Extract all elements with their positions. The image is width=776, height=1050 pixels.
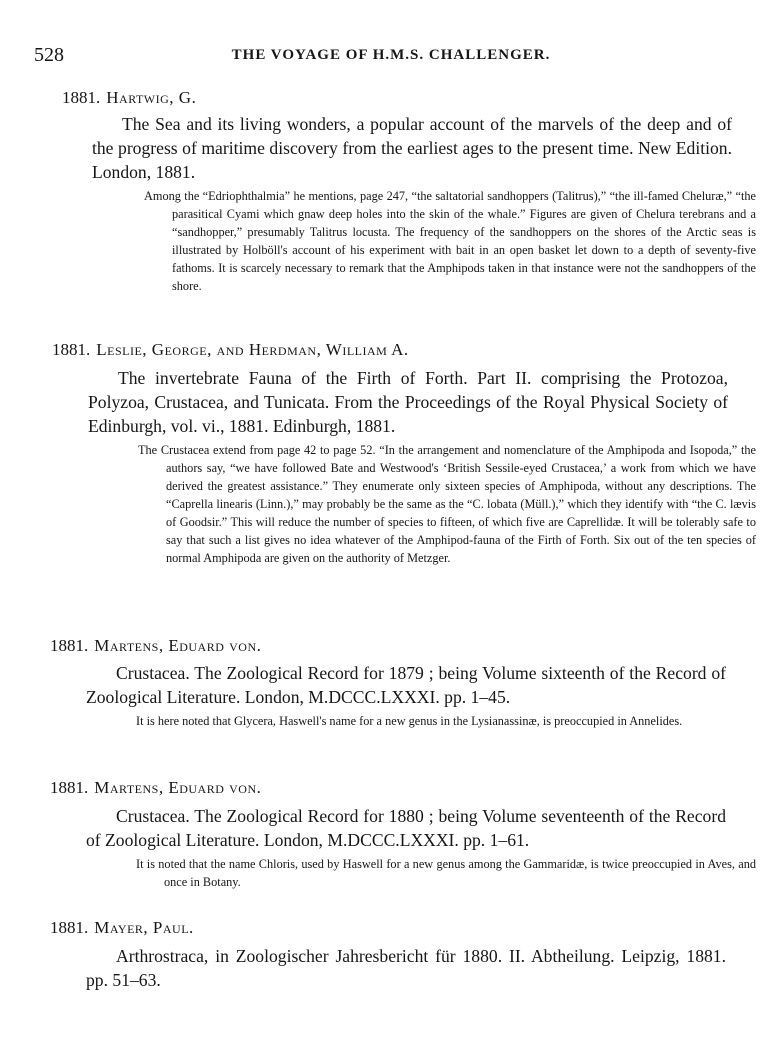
entry-note: The Crustacea extend from page 42 to page 52. “In the arrangement and nomenclature of the Amphipoda and Isopoda,” the authors say, “we have followed Bate and Westwood's ‘British Sessile-eyed Crustacea,’ a work from which we have derived the greatest assistance.” They enumerate only sixteen species of Amphipoda, without any descriptions. The “Caprella linearis (Linn.),” may probably be the same as the “C. lobata (Müll.),” which they identify with “the C. lævis of Goodsir.” This will reduce the number of species to fifteen, of which five are Caprellidæ. It will be tolerably safe to say that such a list gives no idea whatever of the Amphipod-fauna of the Firth of Forth. Six out of the ten species of normal Amphipoda are given on the authority of Metzger. (138, 443, 756, 565)
entry-author: Hartwig, G. (106, 88, 197, 107)
entry-note: It is here noted that Glycera, Haswell's name for a new genus in the Lysianassinæ, is preoccupied in Annelides. (136, 714, 683, 728)
entry-title: Arthrostraca, in Zoologischer Jahresbericht für 1880. II. Abtheilung. Leipzig, 1881. pp. 51–63. (86, 946, 726, 990)
entry-title: Crustacea. The Zoological Record for 1879 ; being Volume sixteenth of the Record of Zoological Literature. London, M.DCCC.LXXXI. pp. 1–45. (86, 663, 726, 707)
entry-year: 1881. (62, 88, 101, 107)
entry-heading (50, 636, 261, 656)
entry-title: Crustacea. The Zoological Record for 1880 ; being Volume seventeenth of the Record of Zoological Literature. London, M.DCCC.LXXXI. pp. 1–61. (86, 806, 726, 850)
entry-heading (52, 340, 409, 360)
entry-heading (50, 778, 261, 798)
page-header (34, 44, 748, 74)
entry-title: The invertebrate Fauna of the Firth of Forth. Part II. comprising the Protozoa, Polyzoa, Crustacea, and Tunicata. From the Proceedings of the Royal Physical Society of Edinburgh, vol. vi., 1881. Edinburgh, 1881. (88, 368, 728, 436)
entry-year: 1881. (50, 918, 89, 937)
entry-heading (62, 88, 196, 108)
entry-note: It is noted that the name Chloris, used by Haswell for a new genus among the Gammaridæ, is twice preoccupied in Aves, and once in Botany. (136, 857, 756, 889)
entry-year: 1881. (50, 778, 89, 797)
entry-author: Martens, Eduard von. (94, 636, 262, 655)
entry-author: Martens, Eduard von. (94, 778, 262, 797)
entry-title: The Sea and its living wonders, a popular account of the marvels of the deep and of the progress of maritime discovery from the earliest ages to the present time. New Edition. London, 1881. (92, 114, 732, 182)
running-title: THE VOYAGE OF H.M.S. CHALLENGER. (231, 47, 551, 63)
entry-year: 1881. (52, 340, 91, 359)
entry-year: 1881. (50, 636, 89, 655)
entry-author: Mayer, Paul. (94, 918, 194, 937)
entry-heading (50, 918, 194, 938)
entry-note: Among the “Edriophthalmia” he mentions, page 247, “the saltatorial sandhoppers (Talitrus),” “the ill-famed Cheluræ,” “the parasitical Cyami which gnaw deep holes into the skin of the whale.” Figures are given of Chelura terebrans and a “sandhopper,” presumably Talitrus locusta. The frequency of the sandhoppers on the shores of the Arctic seas is illustrated by Holböll's account of his experiment with bait in an open basket let down to a depth of seventy-five fathoms. It is scarcely necessary to remark that the Amphipods taken in that instance were not the sandhoppers of the shore. (144, 189, 756, 293)
entry-author: Leslie, George, and Herdman, William A. (96, 340, 409, 359)
page-number: 528 (34, 44, 64, 66)
